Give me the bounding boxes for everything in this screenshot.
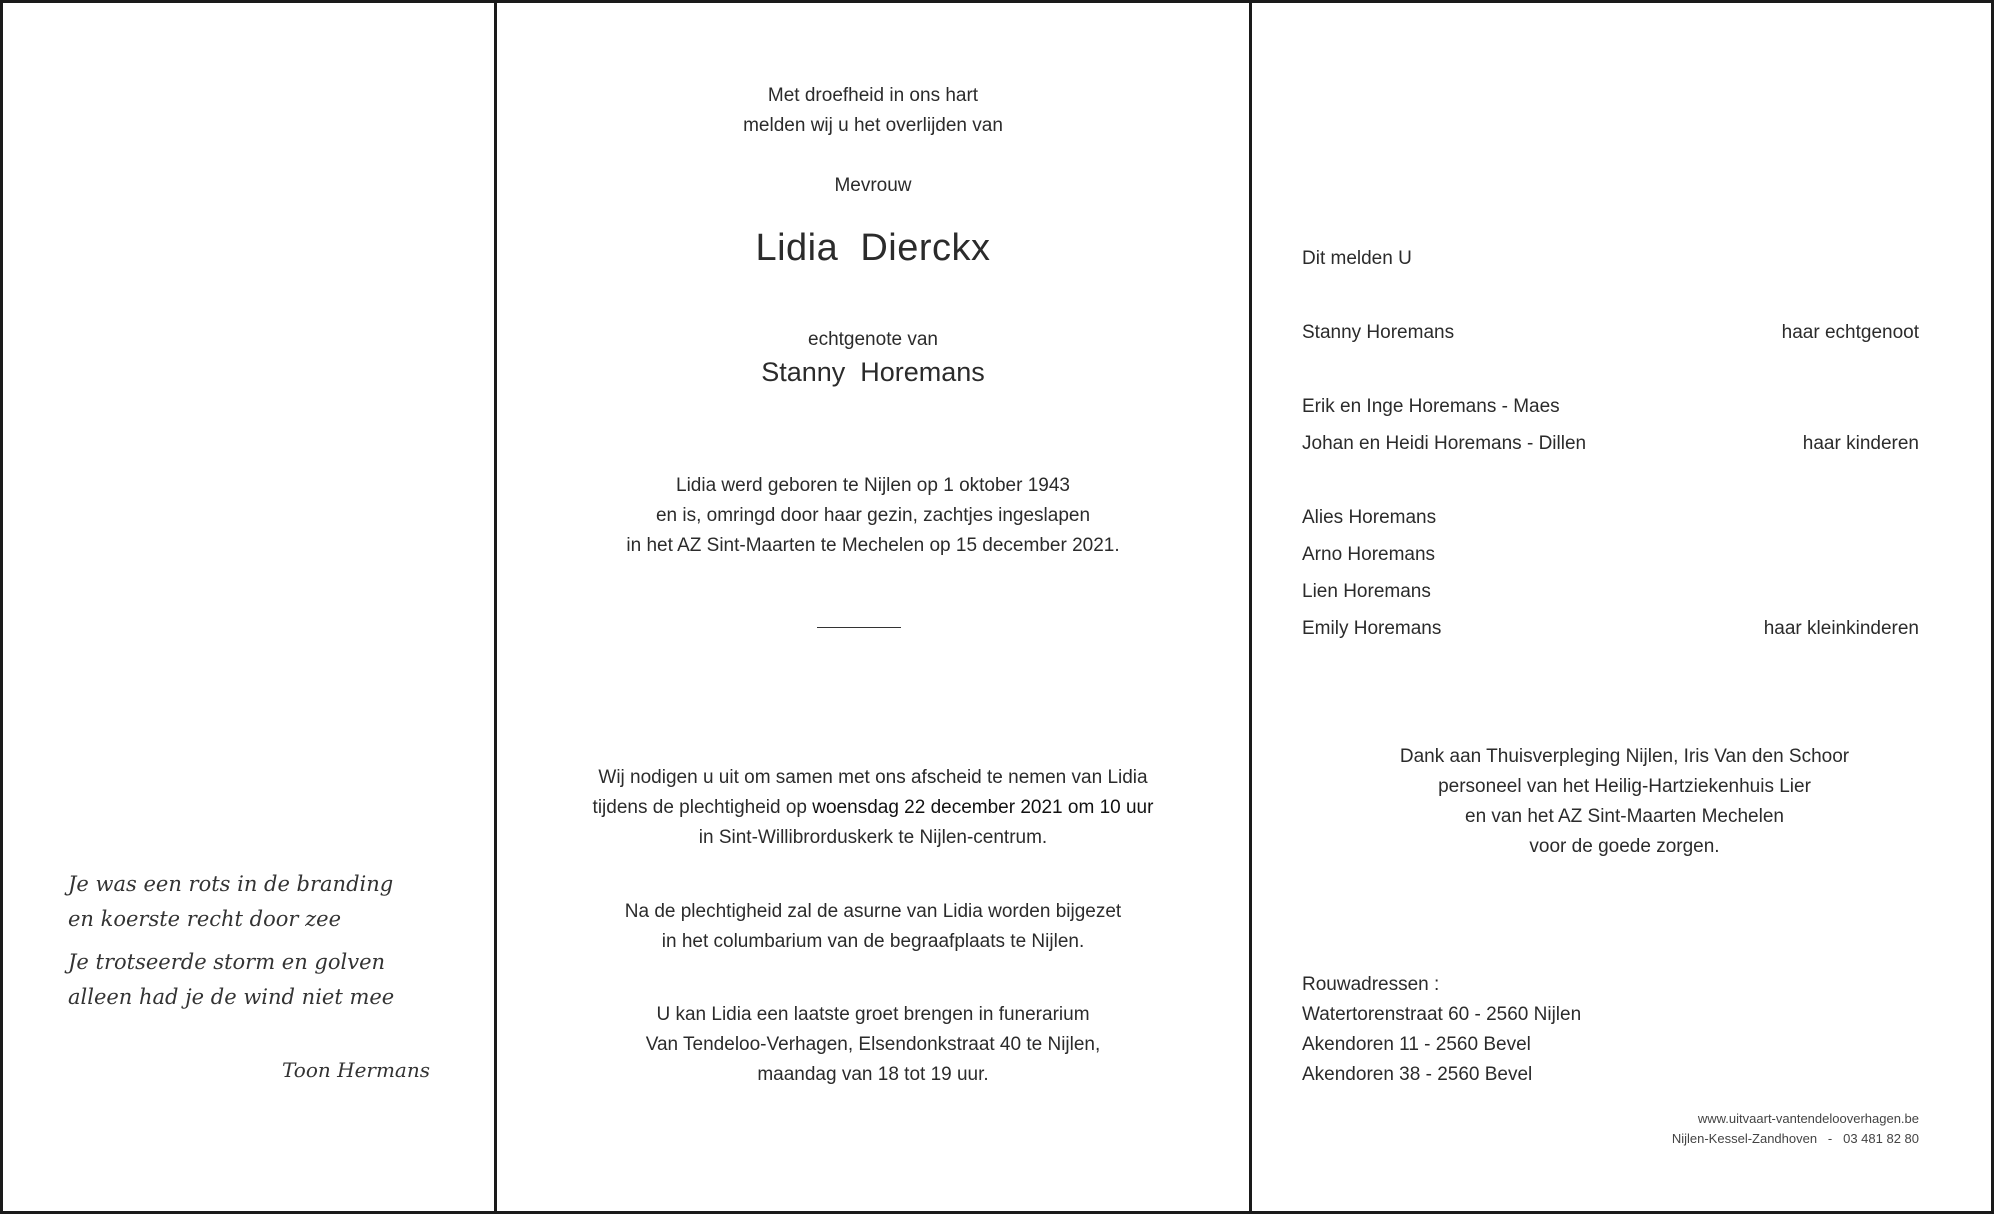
left-panel: [3, 3, 494, 1211]
family-row: [1302, 614, 1919, 644]
footer-contact: Nijlen-Kessel-Zandhoven - 03 481 82 80: [1671, 1131, 1919, 1146]
poem: [68, 867, 394, 1015]
family-name: Stanny Horemans: [1302, 322, 1455, 343]
salutation: Mevrouw: [834, 175, 912, 196]
family-relation: haar echtgenoot: [1781, 322, 1919, 343]
urn-line: Na de plechtigheid zal de asurne van Lidia worden bijgezet: [624, 901, 1122, 922]
family-name: Arno Horemans: [1302, 544, 1436, 565]
invite-line: [497, 793, 1249, 823]
urn-notice: [497, 897, 1249, 957]
poem-line: alleen had je de wind niet mee: [68, 985, 395, 1009]
deceased-name: Lidia Dierckx: [755, 227, 991, 269]
family-name: Emily Horemans: [1302, 618, 1442, 639]
thanks-line: personeel van het Heilig-Hartziekenhuis Lier: [1438, 776, 1811, 797]
spouse-label: echtgenote van: [808, 329, 938, 350]
ceremony-date: woensdag 22 december 2021 om 10 uur: [812, 797, 1154, 818]
thanks-line: en van het AZ Sint-Maarten Mechelen: [1465, 806, 1784, 827]
invite-prefix: tijdens de plechtigheid op: [592, 797, 813, 818]
intro-text: [497, 81, 1249, 141]
invite-line: Wij nodigen u uit om samen met ons afscheid te nemen van Lidia: [598, 767, 1148, 788]
family-name: Alies Horemans: [1302, 507, 1437, 528]
right-panel: [1252, 3, 1994, 1211]
poem-line: en koerste recht door zee: [68, 907, 342, 931]
biography: [497, 471, 1249, 561]
invite-line: in Sint-Willibrorduskerk te Nijlen-centrum.: [698, 827, 1048, 848]
family-row: [1302, 429, 1919, 459]
mourning-addresses: [1302, 970, 1581, 1090]
visitation-notice: [497, 1000, 1249, 1090]
bio-line: in het AZ Sint-Maarten te Mechelen op 15 december 2021.: [626, 535, 1120, 556]
footer-website: www.uitvaart-vantendelooverhagen.be: [1697, 1111, 1919, 1126]
undertaker-footer: [1672, 1109, 1919, 1149]
bio-line: Lidia werd geboren te Nijlen op 1 oktober 1943: [676, 475, 1070, 496]
thanks-line: Dank aan Thuisverpleging Nijlen, Iris Van den Schoor: [1399, 746, 1850, 767]
family-name: Johan en Heidi Horemans - Dillen: [1302, 433, 1587, 454]
address-line: Watertorenstraat 60 - 2560 Nijlen: [1302, 1004, 1582, 1025]
urn-line: in het columbarium van de begraafplaats te Nijlen.: [661, 931, 1085, 952]
address-line: Akendoren 38 - 2560 Bevel: [1302, 1064, 1533, 1085]
separator-line: [817, 627, 901, 628]
family-row: [1302, 577, 1919, 607]
family-relation: haar kinderen: [1802, 433, 1919, 454]
visit-line: Van Tendeloo-Verhagen, Elsendonkstraat 40 te Nijlen,: [645, 1034, 1101, 1055]
family-row: [1302, 540, 1919, 570]
family-row: [1302, 318, 1919, 348]
middle-panel: [497, 3, 1249, 1211]
visit-line: maandag van 18 tot 19 uur.: [757, 1064, 989, 1085]
bio-line: en is, omringd door haar gezin, zachtjes ingeslapen: [655, 505, 1091, 526]
spouse-name: Stanny Horemans: [761, 357, 985, 387]
family-relation: haar kleinkinderen: [1763, 618, 1919, 639]
thanks-line: voor de goede zorgen.: [1529, 836, 1720, 857]
family-row: [1302, 503, 1919, 533]
intro-line: Met droefheid in ons hart: [767, 85, 979, 106]
visit-line: U kan Lidia een laatste groet brengen in funerarium: [656, 1004, 1090, 1025]
family-row: [1302, 392, 1919, 422]
poem-line: Je was een rots in de branding: [68, 872, 394, 896]
poem-line: Je trotseerde storm en golven: [68, 950, 386, 974]
thanks-text: [1252, 742, 1994, 862]
address-line: Akendoren 11 - 2560 Bevel: [1302, 1034, 1531, 1055]
family-name: Lien Horemans: [1302, 581, 1431, 602]
announce-text: Dit melden U: [1302, 248, 1412, 269]
addresses-label: Rouwadressen :: [1302, 974, 1440, 995]
family-name: Erik en Inge Horemans - Maes: [1302, 396, 1560, 417]
poem-author: Toon Hermans: [282, 1058, 430, 1082]
intro-line: melden wij u het overlijden van: [743, 115, 1003, 136]
invitation: [497, 763, 1249, 853]
